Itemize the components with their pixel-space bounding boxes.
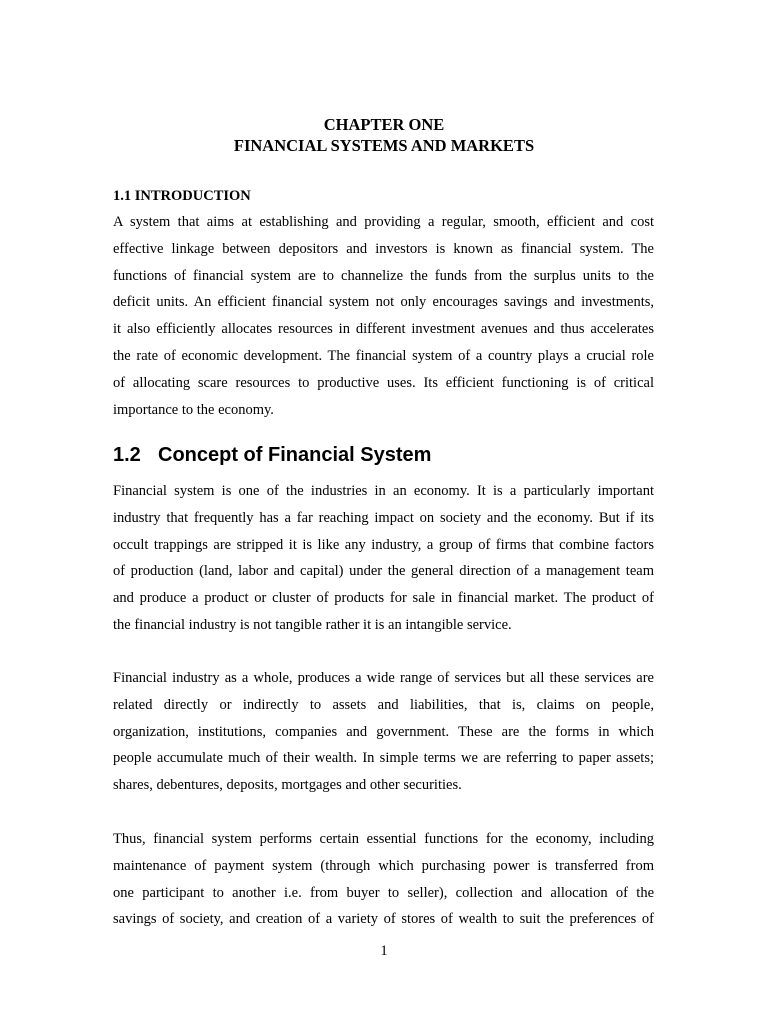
paragraph-line: one participant to another i.e. from buyer to seller), collection and allocation of the: [113, 884, 654, 901]
paragraph-line: the financial industry is not tangible rather it is an intangible service.: [113, 616, 512, 633]
paragraph-line: people accumulate much of their wealth. In simple terms we are referring to paper assets;: [113, 750, 654, 767]
paragraph-line: savings of society, and creation of a variety of stores of wealth to suit the preferences of: [113, 911, 654, 928]
paragraph-line: deficit units. An efficient financial system not only encourages savings and investments,: [113, 294, 654, 311]
paragraph-line: Financial industry as a whole, produces a wide range of services but all these services are: [113, 670, 654, 686]
paragraph-line: occult trappings are stripped it is like any industry, a group of firms that combine factors: [113, 536, 654, 553]
concept-paragraph-2: [113, 665, 654, 799]
paragraph-line: Financial system is one of the industries in an economy. It is a particularly important: [113, 483, 654, 499]
paragraph-line: functions of financial system are to channelize the funds from the surplus units to the: [113, 267, 654, 284]
paragraph-line: related directly or indirectly to assets and liabilities, that is, claims on people,: [113, 696, 654, 713]
paragraph-line: effective linkage between depositors and investors is known as financial system. The: [113, 240, 654, 257]
introduction-paragraph: [113, 209, 654, 423]
paragraph-line: importance to the economy.: [113, 401, 274, 418]
paragraph-line: Thus, financial system performs certain essential functions for the economy, including: [113, 831, 654, 847]
chapter-title: FINANCIAL SYSTEMS AND MARKETS: [233, 136, 535, 155]
paragraph-line: maintenance of payment system (through which purchasing power is transferred from: [113, 857, 654, 874]
paragraph-line: shares, debentures, deposits, mortgages and other securities.: [113, 777, 462, 794]
paragraph-line: organization, institutions, companies and government. These are the forms in which: [113, 723, 654, 740]
paragraph-line: A system that aims at establishing and providing a regular, smooth, efficient and cost: [113, 214, 654, 230]
concept-paragraph-3: [113, 826, 654, 933]
chapter-number: CHAPTER ONE: [323, 115, 445, 134]
section-number: 1.2: [113, 444, 141, 466]
section-heading-concept: [113, 442, 431, 468]
paragraph-line: and produce a product or cluster of products for sale in financial market. The product of: [113, 590, 654, 607]
paragraph-line: the rate of economic development. The financial system of a country plays a crucial role: [113, 347, 654, 364]
concept-paragraph-1: [113, 478, 654, 639]
section-title: Concept of Financial System: [158, 444, 432, 466]
paragraph-line: of production (land, labor and capital) under the general direction of a management team: [113, 563, 654, 580]
chapter-heading: [0, 114, 768, 156]
page-number: 1: [380, 943, 388, 959]
paragraph-line: it also efficiently allocates resources in different investment avenues and thus accelerates: [113, 321, 654, 338]
paragraph-line: of allocating scare resources to productive uses. Its efficient functioning is of critical: [113, 374, 654, 391]
paragraph-line: industry that frequently has a far reaching impact on society and the economy. But if its: [113, 509, 654, 526]
section-heading-introduction: 1.1 INTRODUCTION: [113, 188, 251, 204]
